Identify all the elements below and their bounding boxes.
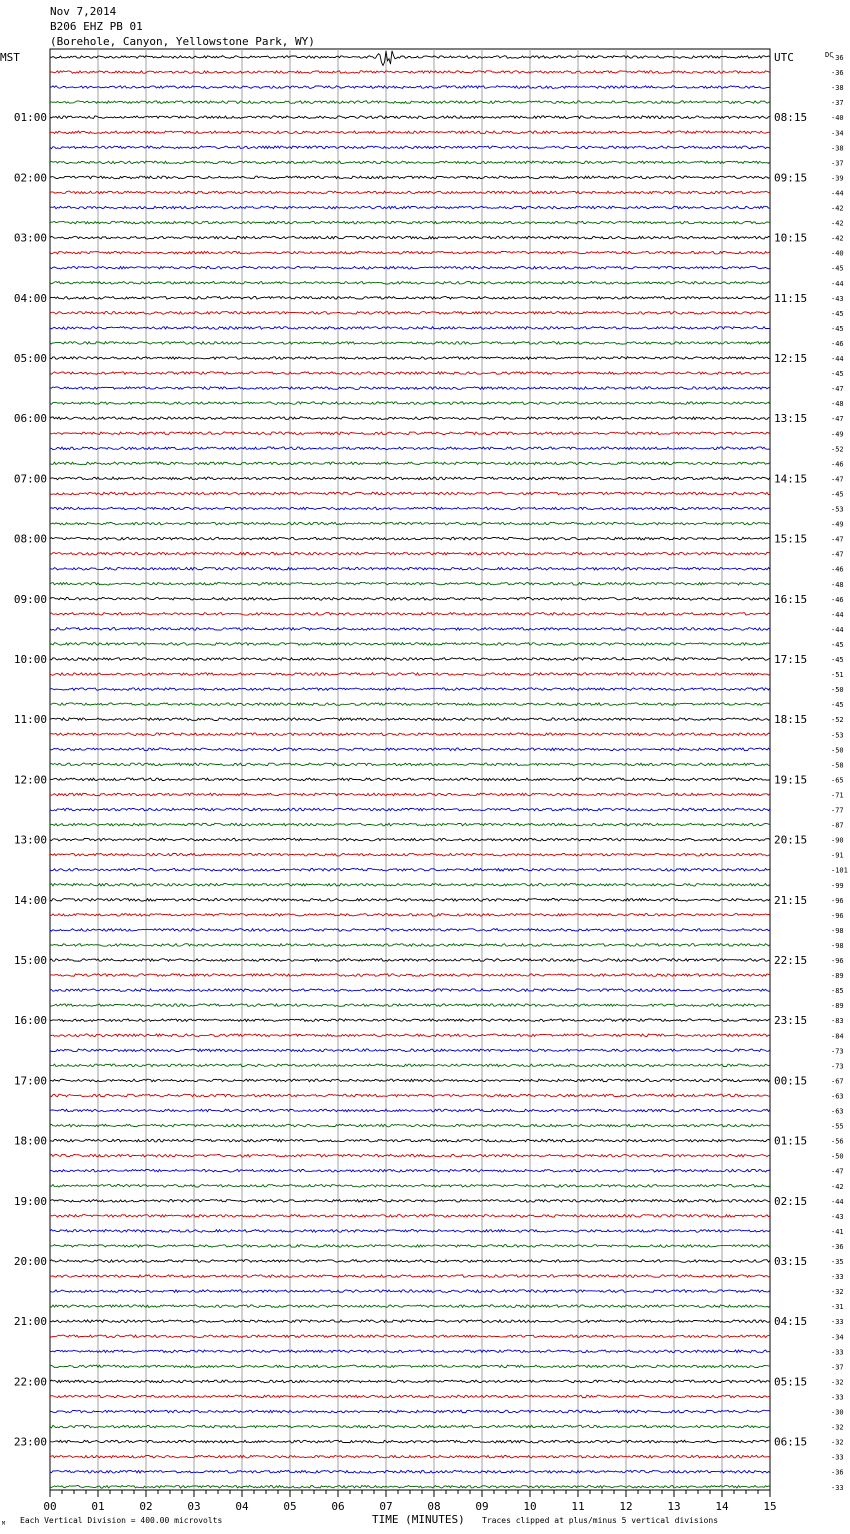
- x-tick-label: 03: [187, 1500, 201, 1513]
- x-tick-label: 14: [715, 1500, 729, 1513]
- seismic-trace: [50, 1275, 770, 1278]
- dc-offset-label: -36: [831, 69, 844, 77]
- dc-offset-label: -47: [831, 535, 844, 544]
- utc-hour-label: 13:15: [774, 412, 808, 426]
- dc-offset-label: -38: [831, 84, 844, 93]
- x-tick-label: 08: [427, 1500, 441, 1513]
- seismic-trace: [50, 402, 770, 405]
- utc-hour-label: 05:15: [774, 1375, 808, 1389]
- utc-hour-label: 09:15: [774, 171, 808, 185]
- x-tick-label: 12: [619, 1500, 633, 1513]
- seismic-trace: [50, 688, 770, 691]
- seismic-trace: [50, 703, 770, 706]
- dc-offset-label: -45: [831, 490, 844, 499]
- dc-offset-label: -96: [831, 957, 844, 965]
- dc-offset-label: -32: [831, 1438, 844, 1447]
- x-tick-label: 11: [571, 1500, 585, 1513]
- dc-offset-label: -52: [831, 716, 844, 725]
- dc-offset-label: -101: [831, 866, 848, 875]
- dc-offset-label: -50: [831, 1152, 844, 1161]
- dc-offset-label: -34: [831, 1333, 844, 1342]
- seismic-trace: [50, 1154, 770, 1157]
- seismic-trace: [50, 71, 770, 74]
- seismic-trace: [50, 282, 770, 285]
- dc-offset-label: -33: [831, 1453, 844, 1462]
- dc-offset-label: -53: [831, 505, 844, 514]
- seismic-trace: [50, 1200, 770, 1203]
- dc-offset-label: -45: [831, 656, 844, 664]
- seismic-trace: [50, 808, 770, 811]
- seismic-trace: [50, 312, 770, 315]
- mst-hour-label: 01:00: [13, 111, 47, 125]
- dc-offset-label: -36: [831, 54, 844, 62]
- dc-offset-label: -44: [831, 355, 844, 363]
- seismic-trace: [50, 1335, 770, 1338]
- dc-offset-label: -65: [831, 776, 844, 785]
- seismic-trace: [50, 929, 770, 932]
- seismic-trace: [50, 221, 770, 224]
- dc-offset-label: -40: [831, 249, 844, 258]
- dc-offset-label: -48: [831, 580, 844, 589]
- dc-offset-label: -47: [831, 385, 844, 394]
- mst-hour-label: 07:00: [13, 472, 47, 486]
- seismic-trace: [50, 1486, 770, 1489]
- seismic-trace: [50, 1365, 770, 1368]
- seismic-trace: [50, 718, 770, 721]
- utc-hour-label: 18:15: [774, 713, 808, 727]
- seismic-trace: [50, 1230, 770, 1233]
- dc-offset-label: -42: [831, 219, 844, 228]
- mst-hour-label: 19:00: [13, 1194, 47, 1208]
- seismic-trace: [50, 1410, 770, 1413]
- dc-offset-label: -44: [831, 189, 844, 198]
- seismic-trace: [50, 1139, 770, 1142]
- dc-offset-label: -90: [831, 836, 844, 845]
- mst-hour-label: 17:00: [13, 1074, 47, 1088]
- utc-hour-label: 23:15: [774, 1014, 808, 1028]
- seismic-trace: [50, 176, 770, 179]
- mst-hour-label: 11:00: [13, 713, 47, 727]
- dc-offset-label: -98: [831, 926, 844, 935]
- dc-offset-label: -44: [831, 610, 844, 619]
- x-tick-label: 13: [667, 1500, 681, 1513]
- seismic-trace: [50, 161, 770, 164]
- dc-offset-label: -45: [831, 264, 844, 273]
- seismic-trace: [50, 191, 770, 194]
- mst-hour-label: 13:00: [13, 833, 47, 847]
- seismic-trace: [50, 447, 770, 450]
- utc-hour-label: 20:15: [774, 833, 808, 847]
- dc-offset-label: -89: [831, 972, 844, 981]
- seismic-trace: [50, 507, 770, 510]
- x-tick-label: 06: [331, 1500, 345, 1513]
- seismic-trace: [50, 297, 770, 300]
- mst-hour-label: 02:00: [13, 171, 47, 185]
- seismic-trace: [50, 1049, 770, 1052]
- seismic-trace: [50, 838, 770, 841]
- utc-hour-label: 00:15: [774, 1074, 808, 1088]
- dc-offset-label: -83: [831, 1017, 844, 1026]
- seismic-trace: [50, 1290, 770, 1293]
- seismic-trace: [50, 1215, 770, 1218]
- dc-offset-label: -39: [831, 174, 844, 183]
- dc-offset-label: -49: [831, 520, 844, 529]
- dc-offset-label: -32: [831, 1288, 844, 1297]
- utc-hour-label: 21:15: [774, 893, 808, 907]
- seismic-trace: [50, 552, 770, 555]
- mst-hour-label: 10:00: [13, 653, 47, 666]
- mst-hour-label: 20:00: [13, 1255, 47, 1268]
- x-tick-label: 15: [763, 1500, 777, 1513]
- seismic-trace: [50, 733, 770, 736]
- dc-offset-label: -52: [831, 445, 844, 454]
- mst-hour-label: 03:00: [13, 231, 47, 245]
- mst-hour-label: 15:00: [13, 954, 47, 967]
- dc-offset-label: -34: [831, 129, 844, 138]
- dc-offset-label: -87: [831, 821, 844, 830]
- seismic-trace: [50, 748, 770, 751]
- seismic-trace: [50, 1185, 770, 1188]
- seismic-trace: [50, 899, 770, 902]
- seismic-trace: [50, 567, 770, 570]
- x-tick-label: 04: [235, 1500, 249, 1513]
- dc-offset-label: -37: [831, 159, 844, 168]
- mst-hour-label: 08:00: [13, 532, 47, 546]
- seismic-trace: [50, 974, 770, 977]
- seismic-trace: [50, 643, 770, 646]
- seismic-trace: [50, 1440, 770, 1443]
- utc-hour-label: 19:15: [774, 773, 808, 787]
- dc-offset-label: -47: [831, 415, 844, 424]
- dc-offset-label: -33: [831, 1483, 844, 1492]
- dc-offset-label: -98: [831, 942, 844, 950]
- seismic-trace: [50, 1079, 770, 1082]
- utc-hour-label: 04:15: [774, 1315, 808, 1329]
- dc-offset-label: -40: [831, 114, 844, 123]
- seismic-trace: [50, 1124, 770, 1127]
- dc-offset-label: -43: [831, 294, 844, 303]
- dc-offset-label: -73: [831, 1047, 844, 1056]
- scale-note: Each Vertical Division = 400.00 microvolts: [20, 1516, 223, 1525]
- dc-offset-label: -51: [831, 671, 844, 680]
- dc-offset-label: -56: [831, 1137, 844, 1146]
- dc-offset-label: -85: [831, 987, 844, 996]
- seismic-trace: [50, 1034, 770, 1037]
- seismic-trace: [50, 823, 770, 826]
- utc-hour-label: UTC: [774, 51, 794, 64]
- seismic-trace: [50, 51, 770, 66]
- dc-offset-label: -42: [831, 234, 844, 243]
- dc-offset-label: -48: [831, 400, 844, 409]
- x-tick-label: 00: [43, 1500, 57, 1513]
- dc-offset-label: -44: [831, 1197, 844, 1206]
- mst-hour-label: 14:00: [13, 893, 47, 907]
- seismic-trace: [50, 327, 770, 330]
- seismic-trace: [50, 884, 770, 887]
- seismic-trace: [50, 131, 770, 134]
- dc-offset-label: -30: [831, 1408, 844, 1417]
- seismic-trace: [50, 1470, 770, 1473]
- utc-hour-label: 02:15: [774, 1194, 808, 1208]
- x-tick-label: 05: [283, 1500, 297, 1513]
- dc-offset-label: -49: [831, 430, 844, 439]
- seismic-trace: [50, 1350, 770, 1353]
- dc-offset-label: -77: [831, 806, 844, 815]
- utc-hour-label: 16:15: [774, 592, 808, 606]
- x-tick-label: 09: [475, 1500, 489, 1513]
- seismic-trace: [50, 236, 770, 239]
- plot-date: Nov 7,2014: [50, 5, 117, 18]
- x-tick-label: 01: [91, 1500, 105, 1513]
- seismic-trace: [50, 1004, 770, 1007]
- dc-offset-label: -32: [831, 1423, 844, 1432]
- seismic-trace: [50, 673, 770, 676]
- x-tick-label: 10: [523, 1500, 537, 1513]
- dc-offset-label: -45: [831, 309, 844, 318]
- dc-offset-label: -63: [831, 1092, 844, 1101]
- dc-offset-label: -46: [831, 339, 844, 348]
- seismic-trace: [50, 1320, 770, 1323]
- dc-offset-label: -45: [831, 370, 844, 379]
- dc-label: DC: [825, 51, 834, 59]
- utc-hour-label: 22:15: [774, 954, 808, 967]
- dc-offset-label: -84: [831, 1032, 844, 1041]
- utc-hour-label: 06:15: [774, 1435, 808, 1449]
- mst-hour-label: 21:00: [13, 1315, 47, 1329]
- seismic-trace: [50, 206, 770, 209]
- dc-offset-label: -33: [831, 1273, 844, 1281]
- dc-offset-label: -44: [831, 279, 844, 288]
- utc-hour-label: 17:15: [774, 653, 808, 666]
- seismic-trace: [50, 116, 770, 119]
- dc-offset-label: -45: [831, 324, 844, 333]
- dc-offset-label: -46: [831, 565, 844, 574]
- seismic-trace: [50, 477, 770, 480]
- dc-offset-label: -91: [831, 851, 844, 860]
- dc-offset-label: -53: [831, 731, 844, 740]
- x-tick-label: 07: [379, 1500, 393, 1513]
- clip-note: Traces clipped at plus/minus 5 vertical divisions: [482, 1516, 719, 1525]
- seismic-trace: [50, 989, 770, 992]
- dc-offset-label: -67: [831, 1077, 844, 1086]
- seismic-trace: [50, 146, 770, 149]
- station-name: B206 EHZ PB 01: [50, 20, 143, 33]
- mst-hour-label: 23:00: [13, 1435, 47, 1449]
- dc-offset-label: -47: [831, 475, 844, 484]
- dc-offset-label: -46: [831, 595, 844, 604]
- dc-offset-label: -55: [831, 1122, 844, 1131]
- dc-offset-label: -63: [831, 1107, 844, 1116]
- seismic-trace: [50, 583, 770, 586]
- dc-offset-label: -96: [831, 896, 844, 905]
- seismic-trace: [50, 342, 770, 345]
- seismic-trace: [50, 793, 770, 796]
- x-tick-label: 02: [139, 1500, 153, 1513]
- seismic-trace: [50, 372, 770, 375]
- seismic-trace: [50, 1245, 770, 1248]
- dc-offset-label: -45: [831, 641, 844, 649]
- seismic-trace: [50, 868, 770, 871]
- dc-offset-label: -33: [831, 1348, 844, 1357]
- dc-offset-label: -89: [831, 1002, 844, 1011]
- seismic-trace: [50, 1395, 770, 1398]
- seismic-trace: [50, 613, 770, 616]
- utc-hour-label: 08:15: [774, 111, 808, 125]
- seismic-trace: [50, 853, 770, 856]
- mst-hour-label: 04:00: [13, 291, 47, 305]
- dc-offset-label: -42: [831, 1182, 844, 1191]
- dc-offset-label: -96: [831, 911, 844, 920]
- seismic-trace: [50, 1425, 770, 1428]
- seismic-trace: [50, 417, 770, 420]
- dc-offset-label: -71: [831, 791, 844, 800]
- seismic-trace: [50, 86, 770, 89]
- seismic-trace: [50, 598, 770, 601]
- seismic-trace: [50, 1169, 770, 1172]
- dc-offset-label: -35: [831, 1258, 844, 1266]
- seismic-trace: [50, 1064, 770, 1067]
- mst-hour-label: 22:00: [13, 1375, 47, 1389]
- seismic-trace: [50, 432, 770, 435]
- seismic-trace: [50, 1260, 770, 1263]
- mst-hour-label: 12:00: [13, 773, 47, 787]
- seismic-trace: [50, 251, 770, 254]
- utc-hour-label: 14:15: [774, 472, 808, 486]
- corner-mark: M: [2, 1521, 6, 1527]
- seismic-trace: [50, 628, 770, 631]
- dc-offset-label: -32: [831, 1378, 844, 1387]
- seismic-trace: [50, 914, 770, 917]
- seismic-trace: [50, 492, 770, 495]
- seismic-trace: [50, 959, 770, 962]
- mst-hour-label: 05:00: [13, 352, 47, 365]
- dc-offset-label: -58: [831, 761, 844, 770]
- plot-frame: [50, 49, 770, 1490]
- dc-offset-label: -45: [831, 701, 844, 710]
- mst-hour-label: 06:00: [13, 412, 47, 426]
- seismic-trace: [50, 266, 770, 269]
- station-location: (Borehole, Canyon, Yellowstone Park, WY): [50, 35, 315, 48]
- utc-hour-label: 12:15: [774, 352, 808, 365]
- dc-offset-label: -50: [831, 746, 844, 755]
- seismic-trace: [50, 1094, 770, 1097]
- dc-offset-label: -33: [831, 1318, 844, 1327]
- seismic-trace: [50, 944, 770, 947]
- dc-offset-label: -42: [831, 204, 844, 213]
- dc-offset-label: -41: [831, 1227, 844, 1236]
- dc-offset-label: -37: [831, 99, 844, 108]
- dc-offset-label: -47: [831, 1167, 844, 1176]
- dc-offset-label: -43: [831, 1212, 844, 1221]
- seismic-trace: [50, 763, 770, 766]
- dc-offset-label: -47: [831, 550, 844, 559]
- mst-hour-label: 16:00: [13, 1014, 47, 1028]
- seismic-trace: [50, 1380, 770, 1383]
- dc-offset-label: -36: [831, 1243, 844, 1251]
- seismic-trace: [50, 1109, 770, 1112]
- seismic-trace: [50, 1455, 770, 1458]
- dc-offset-label: -44: [831, 625, 844, 634]
- utc-hour-label: 03:15: [774, 1255, 808, 1268]
- seismic-trace: [50, 462, 770, 465]
- dc-offset-label: -73: [831, 1062, 844, 1071]
- utc-hour-label: 15:15: [774, 532, 808, 546]
- dc-offset-label: -46: [831, 460, 844, 469]
- seismic-trace: [50, 1305, 770, 1308]
- mst-hour-label: 18:00: [13, 1134, 47, 1148]
- seismic-trace: [50, 778, 770, 781]
- dc-offset-label: -38: [831, 144, 844, 153]
- seismic-trace: [50, 1019, 770, 1022]
- dc-offset-label: -31: [831, 1303, 844, 1312]
- seismic-trace: [50, 658, 770, 661]
- seismic-trace: [50, 387, 770, 390]
- dc-offset-label: -33: [831, 1393, 844, 1402]
- dc-offset-label: -50: [831, 686, 844, 695]
- seismic-trace: [50, 537, 770, 540]
- utc-hour-label: 10:15: [774, 231, 808, 245]
- seismic-trace: [50, 101, 770, 104]
- seismic-trace: [50, 357, 770, 360]
- utc-hour-label: 01:15: [774, 1134, 808, 1148]
- dc-offset-label: -36: [831, 1468, 844, 1477]
- seismic-trace: [50, 522, 770, 525]
- dc-offset-label: -37: [831, 1363, 844, 1372]
- x-axis-title: TIME (MINUTES): [372, 1513, 465, 1526]
- dc-offset-label: -99: [831, 881, 844, 890]
- mst-hour-label: 09:00: [13, 592, 47, 606]
- left-timezone-label: MST: [0, 51, 20, 64]
- utc-hour-label: 11:15: [774, 291, 808, 305]
